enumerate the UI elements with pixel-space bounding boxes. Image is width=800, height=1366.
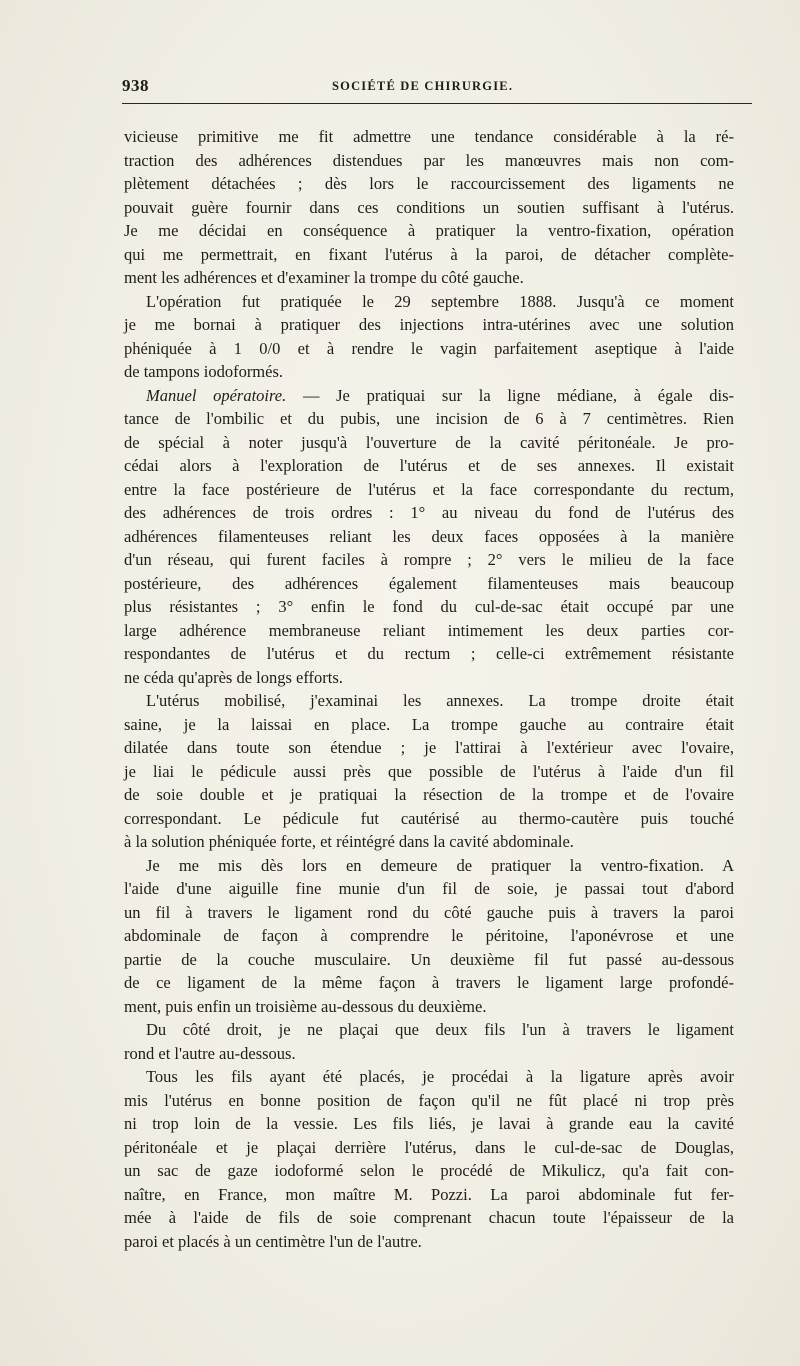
text-line: partie de la couche musculaire. Un deuxième fil fut passé au-dessous [124,949,734,969]
text-line: large adhérence membraneuse reliant intimement les deux parties cor- [124,620,734,640]
text-line: entre la face postérieure de l'utérus et la face correspondante du rectum, [124,479,734,499]
text-line: correspondant. Le pédicule fut cautérisé au thermo-cautère puis touché [124,808,734,828]
text-line: péritonéale et je plaçai derrière l'utérus, dans le cul-de-sac de Douglas, [124,1137,734,1157]
text-line: je liai le pédicule aussi près que possible de l'utérus à l'aide d'un fil [124,761,734,781]
text-line: Je me mis dès lors en demeure de pratiquer la ventro-fixation. A [146,855,734,875]
text-line: un fil à travers le ligament rond du côté gauche puis à travers la paroi [124,902,734,922]
text-line: rond et l'autre au-dessous. [124,1043,296,1063]
text-line: ne céda qu'après de longs efforts. [124,667,343,687]
text-line: L'utérus mobilisé, j'examinai les annexes. La trompe droite était [146,691,734,710]
page-header [122,76,752,100]
text-line: dilatée dans toute son étendue ; je l'attirai à l'extérieur avec l'ovaire, [124,738,734,757]
text-line: l'aide d'une aiguille fine munie d'un fil de soie, je passai tout d'abord [124,879,734,898]
text-line: cédai alors à l'exploration de l'utérus et de ses annexes. Il existait [124,456,734,475]
text-line: plètement détachées ; dès lors le raccourcissement des ligaments ne [124,174,734,193]
text-line: à la solution phéniquée forte, et réintégré dans la cavité abdominale. [124,832,574,851]
text-line: de tampons iodoformés. [124,362,284,381]
text-line: traction des adhérences distendues par les manœuvres mais non com- [124,150,734,170]
text-line: Tous les fils ayant été placés, je procédai à la ligature après avoir [146,1067,734,1086]
text-line: saine, je la laissai en place. La trompe gauche au contraire était [124,714,734,734]
text-line: je me bornai à pratiquer des injections intra-utérines avec une solution [124,315,734,334]
text-line: phéniquée à 1 0/0 et à rendre le vagin parfaitement aseptique à l'aide [124,338,734,358]
text-line: de spécial à noter jusqu'à l'ouverture de la cavité péritonéale. Je pro- [124,432,734,452]
text-line: Du côté droit, je ne plaçai que deux fils l'un à travers le ligament [146,1020,734,1039]
body-text [124,125,734,1253]
text-line: respondantes de l'utérus et du rectum ; celle-ci extrêmement résistante [124,644,734,663]
text-line: L'opération fut pratiquée le 29 septembre 1888. Jusqu'à ce moment [146,291,734,311]
text-line: paroi et placés à un centimètre l'un de l'autre. [124,1231,422,1251]
text-line: qui me permettrait, en fixant l'utérus à la paroi, de détacher complète- [124,244,734,264]
text-line: ment les adhérences et d'examiner la trompe du côté gauche. [124,268,524,287]
text-line-with-heading [124,384,734,408]
text-line: adhérences filamenteuses reliant les deux faces opposées à la manière [124,526,734,546]
text-line: — Je pratiquai sur la ligne médiane, à égale dis- [302,385,734,405]
text-line: postérieure, des adhérences également filamenteuses mais beaucoup [124,573,734,593]
text-line: un sac de gaze iodoformé selon le procédé de Mikulicz, qu'a fait con- [124,1161,734,1180]
header-rule [122,103,752,104]
text-line: Je me décidai en conséquence à pratiquer la ventro-fixation, opération [124,221,734,240]
text-line: mis l'utérus en bonne position de façon qu'il ne fût placé ni trop près [124,1090,734,1110]
text-line: ment, puis enfin un troisième au-dessous du deuxième. [124,996,487,1016]
text-line: tance de l'ombilic et du pubis, une incision de 6 à 7 centimètres. Rien [124,409,734,428]
text-line: mée à l'aide de fils de soie comprenant chacun toute l'épaisseur de la [124,1208,734,1227]
text-line: vicieuse primitive me fit admettre une tendance considérable à la ré- [124,127,734,146]
text-line: abdominale de façon à comprendre le péritoine, l'aponévrose et une [124,926,734,945]
running-title: SOCIÉTÉ DE CHIRURGIE. [332,79,514,93]
text-line: des adhérences de trois ordres : 1° au niveau du fond de l'utérus des [124,503,734,522]
page-number: 938 [122,76,149,95]
section-heading: Manuel opératoire. [146,385,287,405]
text-line: pouvait guère fournir dans ces conditions un soutien suffisant à l'utérus. [124,197,734,217]
text-line: d'un réseau, qui furent faciles à rompre ; 2° vers le milieu de la face [124,550,734,569]
text-line: plus résistantes ; 3° enfin le fond du cul-de-sac était occupé par une [124,597,734,616]
text-line: de soie double et je pratiquai la résection de la trompe et de l'ovaire [124,785,734,804]
text-line: naître, en France, mon maître M. Pozzi. La paroi abdominale fut fer- [124,1184,734,1204]
text-line: ni trop loin de la vessie. Les fils liés, je lavai à grande eau la cavité [124,1114,734,1133]
text-line: de ce ligament de la même façon à travers le ligament large profondé- [124,973,734,992]
